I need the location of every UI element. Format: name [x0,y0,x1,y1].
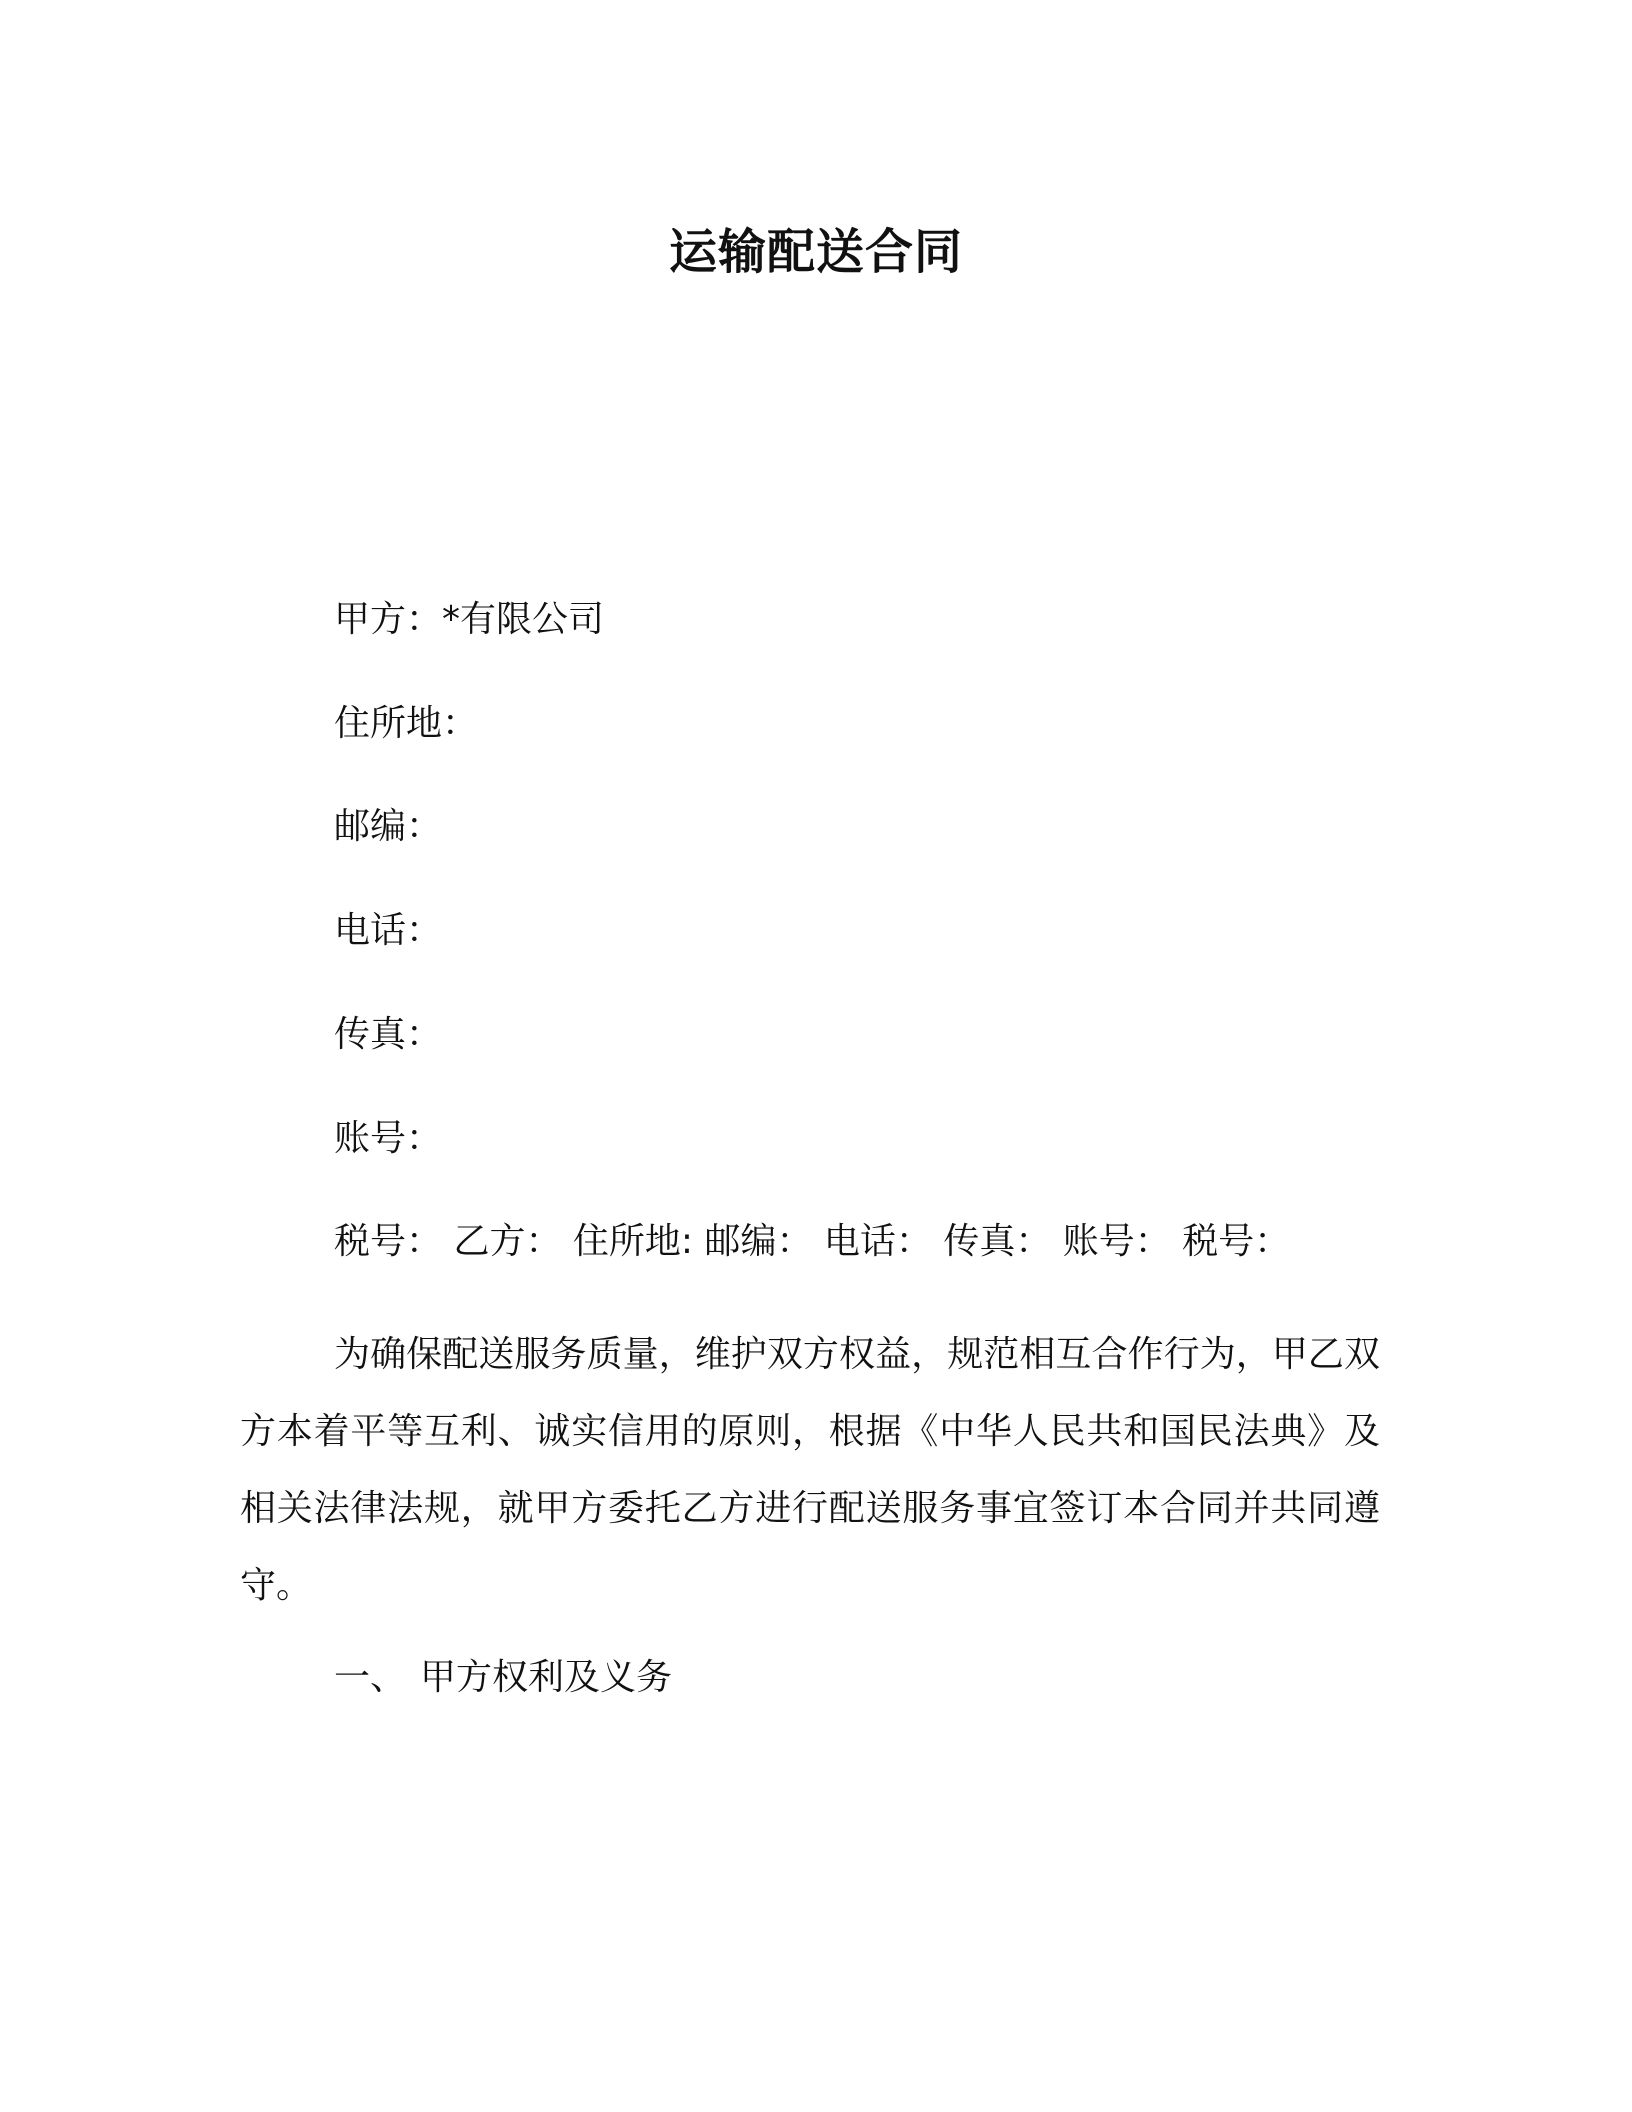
intro-paragraph: 为确保配送服务质量，维护双方权益，规范相互合作行为，甲乙双方本着平等互利、诚实信用的原则，根据《中华人民共和国民法典》及相关法律法规，就甲方委托乙方进行配送服务事宜签订本合同并共同遵守。 [240,1334,1380,1606]
party-a-name: 甲方：*有限公司 [334,599,605,640]
party-a-account: 账号： [334,1118,443,1159]
document-title: 运输配送合同 [668,224,963,280]
party-a-phone: 电话： [334,910,443,951]
party-a-fax: 传真： [334,1014,443,1055]
section-title: 甲方权利及义务 [420,1657,673,1698]
party-a-postcode: 邮编： [334,806,443,847]
party-a-address: 住所地： [334,703,479,744]
tax-and-party-b-line: 税号： 乙方： 住所地: 邮编： 电话： 传真： 账号： 税号： [334,1221,1291,1262]
section-heading [334,1654,672,1702]
section-number: 一、 [334,1657,407,1698]
